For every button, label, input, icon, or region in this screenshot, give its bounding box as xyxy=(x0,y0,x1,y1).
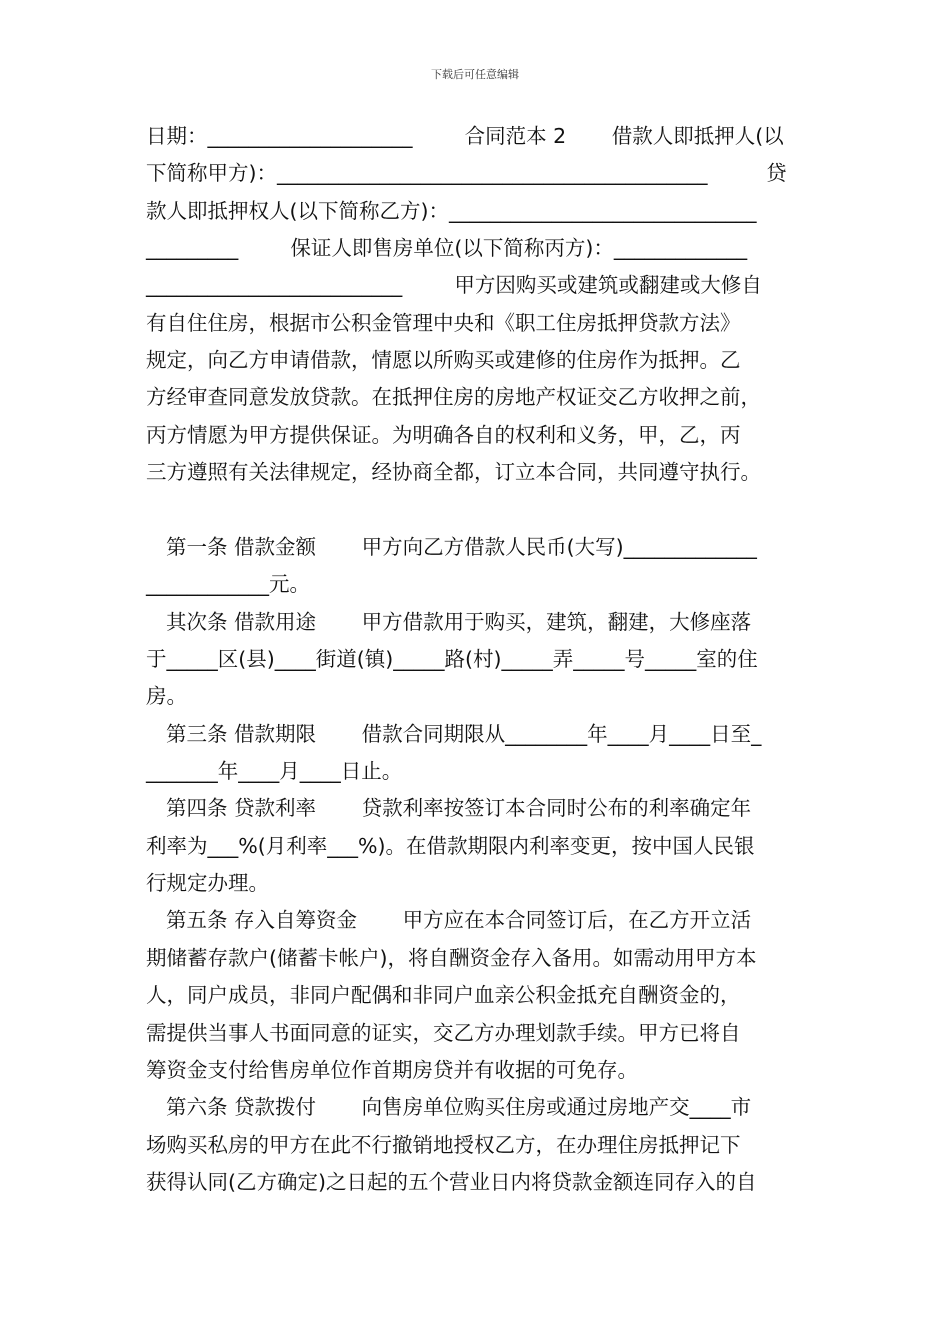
contract-line: 三方遵照有关法律规定，经协商全都，订立本合同，共同遵守执行。 xyxy=(146,460,761,484)
contract-line: 人，同户成员，非同户配偶和非同户血亲公积金抵充自酬资金的， xyxy=(146,983,741,1007)
contract-line: 场购买私房的甲方在此不行撤销地授权乙方，在办理住房抵押记下 xyxy=(146,1133,741,1157)
contract-line: 款人即抵押权人(以下简称乙方)：______________________________ xyxy=(146,199,757,223)
article-1-heading-line: 第一条 借款金额 甲方向乙方借款人民币(大写)_____________ xyxy=(166,535,757,559)
article-5-heading-line: 第五条 存入自筹资金 甲方应在本合同签订后，在乙方开立活 xyxy=(166,908,752,932)
contract-line: 丙方情愿为甲方提供保证。为明确各自的权利和义务，甲，乙，丙 xyxy=(146,423,741,447)
contract-line: 期储蓄存款户(储蓄卡帐户)，将自酬资金存入备用。如需动用甲方本 xyxy=(146,946,757,970)
contract-line: 获得认同(乙方确定)之日起的五个营业日内将贷款金额连同存入的自 xyxy=(146,1170,757,1194)
contract-line: 利率为___%(月利率___%)。在借款期限内利率变更，按中国人民银 xyxy=(146,834,755,858)
contract-line: 筹资金支付给售房单位作首期房贷并有收据的可免存。 xyxy=(146,1058,638,1082)
contract-line: _______年____月____日止。 xyxy=(146,759,403,783)
contract-line: 日期：____________________ 合同范本 2 借款人即抵押人(以 xyxy=(146,124,784,148)
contract-line: 需提供当事人书面同意的证实，交乙方办理划款手续。甲方已将自 xyxy=(146,1021,741,1045)
contract-line: _________ 保证人即售房单位(以下简称丙方)：_____________ xyxy=(146,236,748,260)
article-2-heading-line: 其次条 借款用途 甲方借款用于购买，建筑，翻建，大修座落 xyxy=(166,610,752,634)
article-3-heading-line: 第三条 借款期限 借款合同期限从________年____月____日至_ xyxy=(166,722,762,746)
article-6-heading-line: 第六条 贷款拨付 向售房单位购买住房或通过房地产交____市 xyxy=(166,1095,752,1119)
contract-line: 下简称甲方)：__________________________________________ 贷 xyxy=(146,161,787,185)
contract-line: 于_____区(县)____街道(镇)_____路(村)_____弄_____号_____室的住 xyxy=(146,647,758,671)
contract-line: 有自住住房，根据市公积金管理中央和《职工住房抵押贷款方法》 xyxy=(146,311,741,335)
contract-line: 规定，向乙方申请借款，情愿以所购买或建修的住房作为抵押。乙 xyxy=(146,348,741,372)
contract-line: ____________元。 xyxy=(146,572,310,596)
contract-line: 方经审查同意发放贷款。在抵押住房的房地产权证交乙方收押之前， xyxy=(146,385,761,409)
article-4-heading-line: 第四条 贷款利率 贷款利率按签订本合同时公布的利率确定年 xyxy=(166,796,752,820)
contract-line: 房。 xyxy=(146,684,187,708)
contract-line: 行规定办理。 xyxy=(146,871,269,895)
page-header: 下载后可任意编辑 xyxy=(431,68,519,81)
contract-line: _________________________ 甲方因购买或建筑或翻建或大修自 xyxy=(146,273,762,297)
